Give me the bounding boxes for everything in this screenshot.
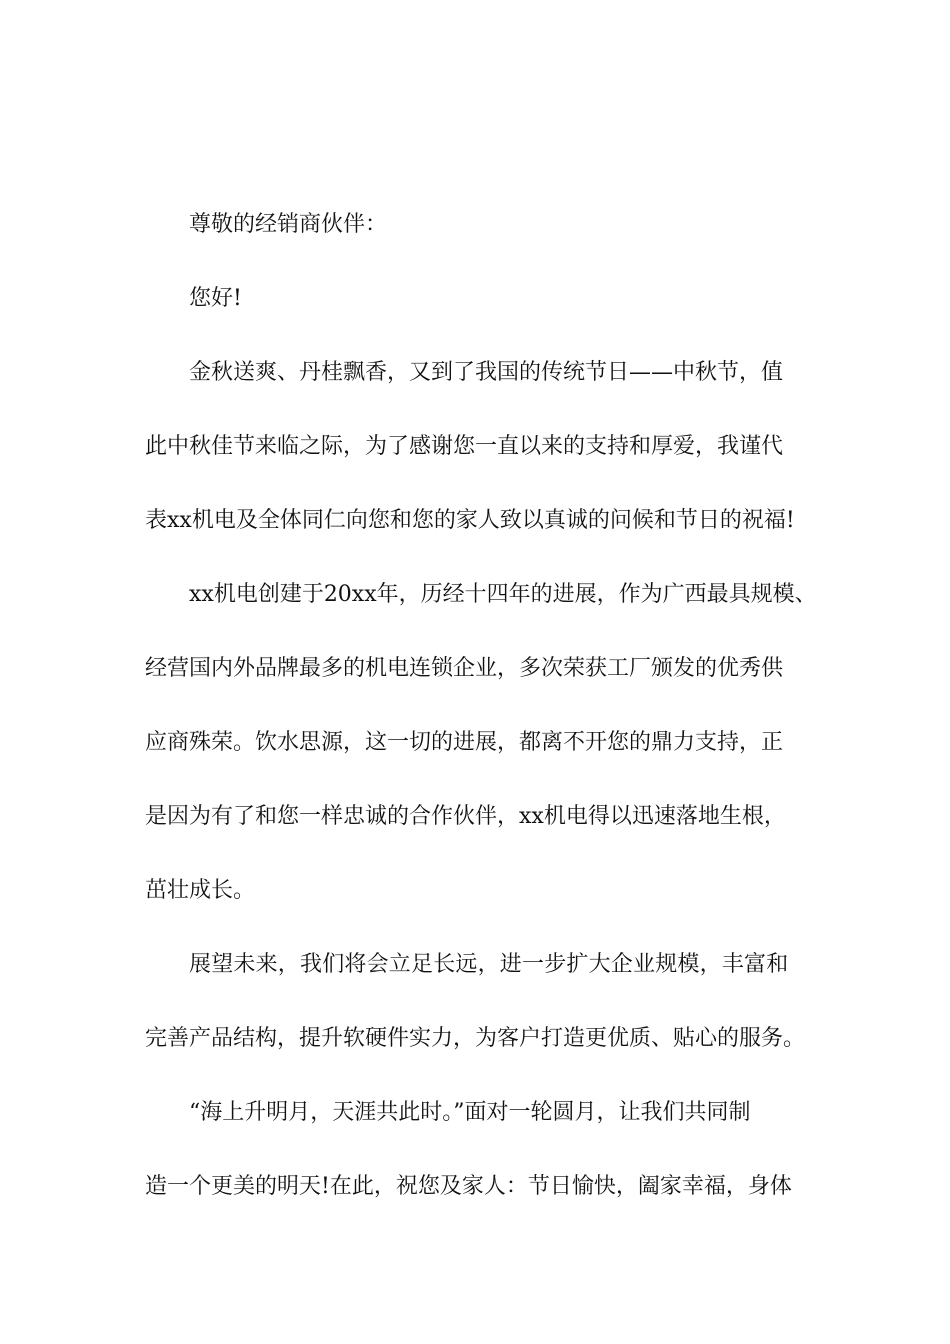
paragraph-mid-autumn-greeting <box>145 353 810 575</box>
paragraph-line: 经营国内外品牌最多的机电连锁企业，多次荣获工厂颁发的优秀供 <box>145 656 784 681</box>
paragraph-line: “海上升明月，天涯共此时。”面对一轮圆月，让我们共同制 <box>189 1100 751 1125</box>
greeting: 您好! <box>189 286 242 311</box>
paragraph-line: 表xx机电及全体同仁向您和您的家人致以真诚的问候和节日的祝福! <box>145 508 795 533</box>
paragraph-line: 应商殊荣。饮水思源，这一切的进展，都离不开您的鼎力支持，正 <box>145 730 784 755</box>
paragraph-line: 茁壮成长。 <box>145 878 256 903</box>
paragraph-future-outlook <box>145 945 810 1093</box>
paragraph-line: 金秋送爽、丹桂飘香，又到了我国的传统节日——中秋节，值 <box>189 360 784 385</box>
paragraph-line: xx机电创建于20xx年，历经十四年的进展，作为广西最具规模、 <box>189 582 817 607</box>
paragraph-line: 是因为有了和您一样忠诚的合作伙伴，xx机电得以迅速落地生根， <box>145 804 786 829</box>
paragraph-company-history <box>145 575 817 945</box>
salutation: 尊敬的经销商伙伴： <box>189 212 388 237</box>
paragraph-line: 展望未来，我们将会立足长远，进一步扩大企业规模，丰富和 <box>189 952 789 977</box>
paragraph-line: 造一个更美的明天!在此，祝您及家人：节日愉快，阖家幸福，身体 <box>145 1174 792 1199</box>
paragraph-line: 此中秋佳节来临之际，为了感谢您一直以来的支持和厚爱，我谨代 <box>145 434 784 459</box>
paragraph-line: 完善产品结构，提升软硬件实力，为客户打造更优质、贴心的服务。 <box>145 1026 806 1051</box>
paragraph-closing-wishes <box>145 1093 810 1241</box>
letter-body <box>145 205 817 1241</box>
